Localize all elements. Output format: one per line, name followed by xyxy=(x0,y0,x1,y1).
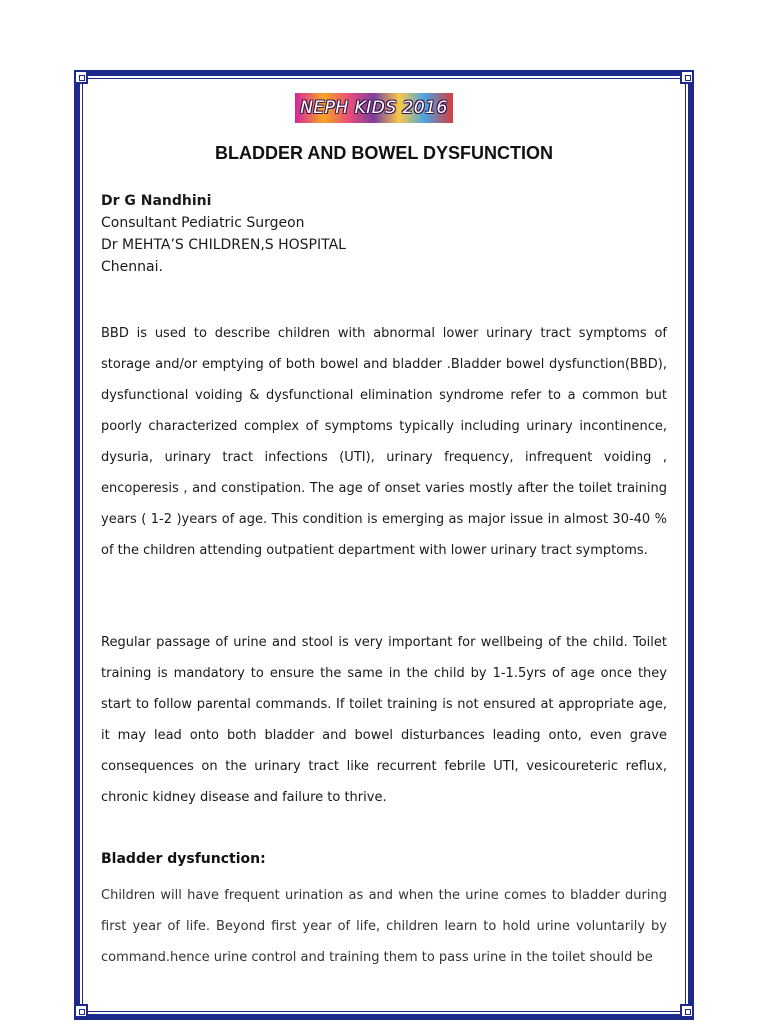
logo-text: NEPH KIDS 2016 xyxy=(300,98,448,118)
paragraph-toilet-training: Regular passage of urine and stool is very important for wellbeing of the child. Toilet training is mandatory to ensure the same in the child by 1-1.5yrs of age once they start to follow parental commands. If toilet training is not ensured at appropriate age, it may lead onto both bladder and bowel disturbances leading onto, even grave consequences on the urinary tract like recurrent febrile UTI, vesicoureteric reflux, chronic kidney disease and failure to thrive. xyxy=(101,635,667,805)
corner-ornament-top-left xyxy=(74,70,88,84)
paragraph-bladder-dysfunction: Children will have frequent urination as and when the urine comes to bladder during first year of life. Beyond first year of life, children learn to hold urine voluntarily by command.hence urine control and training them to pass urine in the toilet should be xyxy=(101,888,667,965)
author-city: Chennai. xyxy=(101,259,163,275)
corner-ornament-bottom-right xyxy=(680,1004,694,1018)
corner-ornament-top-right xyxy=(680,70,694,84)
section-heading-bladder-dysfunction: Bladder dysfunction: xyxy=(101,851,266,867)
corner-ornament-bottom-left xyxy=(74,1004,88,1018)
document-title: BLADDER AND BOWEL DYSFUNCTION xyxy=(215,143,553,163)
paragraph-intro: BBD is used to describe children with abnormal lower urinary tract symptoms of storage and/or emptying of both bowel and bladder .Bladder bowel dysfunction(BBD), dysfunctional voiding & dysfunctional elimination syndrome refer to a common but poorly characterized complex of symptoms typically including urinary incontinence, dysuria, urinary tract infections (UTI), urinary frequency, infrequent voiding , encoperesis , and constipation. The age of onset varies mostly after the toilet training years ( 1-2 )years of age. This condition is emerging as major issue in almost 30-40 % of the children attending outpatient department with lower urinary tract symptoms. xyxy=(101,326,667,558)
author-block xyxy=(101,190,661,278)
author-name: Dr G Nandhini xyxy=(101,193,212,209)
neph-kids-logo xyxy=(295,93,453,123)
author-hospital: Dr MEHTA’S CHILDREN,S HOSPITAL xyxy=(101,237,346,253)
author-position: Consultant Pediatric Surgeon xyxy=(101,215,305,231)
